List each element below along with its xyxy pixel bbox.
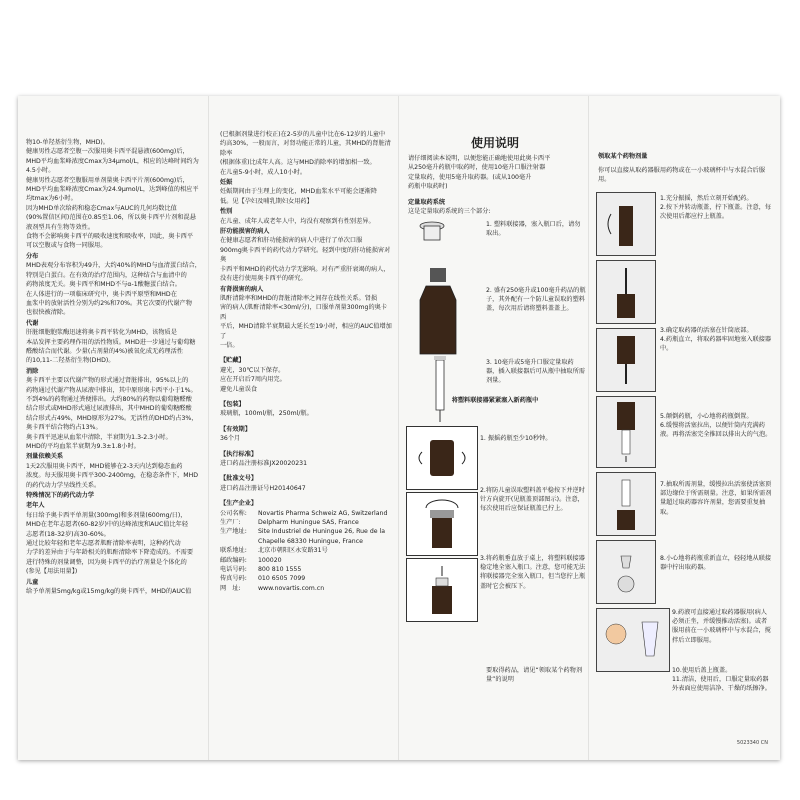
text-line: 健康男性志愿者空腹服用单剂量奥卡西平片剂(600mg)后， [26,176,189,184]
heading-storage: 【贮藏】 [220,357,245,365]
elimination-text [26,376,204,451]
manufacturer-key: 传真号码: [220,575,247,583]
text-line: 定量取药，使用5毫升取药器。(或从100毫升 [408,173,532,181]
manufacturer-value: Novartis Pharma Schweiz AG, Switzerland [258,509,388,517]
manufacturer-row [220,518,392,527]
absorption-text [26,138,204,251]
dose-relation-text [26,462,204,490]
step-image-invert [596,328,656,392]
text-line: 约高30%，一般而言，对肾功能正常的儿童，其MHD的肾脏清除率 [220,140,391,157]
manufacturer-key: 公司名称: [220,509,247,517]
text-line: MHD表观分布容积为49升，大约40%的MHD与血清蛋白结合， [26,262,201,270]
text-line: 健康男性志愿者空腹一次服用奥卡西平混悬液(600mg)后， [26,148,189,156]
text-line: 36个月 [220,435,241,443]
push-adapter-image [406,558,478,622]
shake-image [406,426,478,490]
text-line: 志愿者(18-32岁)高30-60%。 [26,530,110,538]
text-line: 奥卡西平迅速从血浆中清除，半衰期为1.3-2.3小时。 [26,433,172,441]
heading-elderly: 老年人 [26,502,45,510]
step-image-shake [596,192,656,256]
syringe-image [428,354,452,424]
manufacturer-key: 联系地址: [220,547,247,555]
elderly-text [26,511,204,577]
text-line: MHD平均血浆峰浓度Cmax为24.9μmol/L，达到峰值的相应平 [26,186,199,194]
heading-metabolism: 代谢 [26,319,39,327]
step-image-take [596,540,656,604]
heading-special: 特殊情况下的药代动力学 [26,492,95,500]
manufacturer-row [220,509,392,518]
leaflet-sheet [18,96,780,760]
text-line: (已根据剂量进行校正)在2-5岁的儿童中比在6-12岁的儿童中 [220,131,386,138]
manufacturer-value: 北京市朝阳区永安路31号 [258,547,328,555]
dose-step-4: 7.抽取所需剂量，缓慢拉出活塞使活塞顶部边缘位于所需刻量。注意，如果所需剂量超过取药器容许剂量，您需要重复抽取。 [660,481,772,516]
text-line: 平后，MHD清除半衰期最大延长至19小时，相应的AUC值增加了 [220,323,392,340]
text-line: (90%置信区间)范围在0.85至1.06，所以奥卡西平片剂和混悬 [26,214,196,222]
validity-text [220,434,392,443]
text-line: 肝脏细胞胞浆酶迅速将奥卡西平转化为MHD，该物质是 [26,329,177,337]
text-line: 在健康志愿者和肝功能损害的病人中进行了单次口服 [220,237,363,245]
dose-step-7: 10.使用后盖上瓶盖。 11.清洁，使用后，口服定量取药器外表面应使用洁净、干燥的纸擦净。 [672,667,771,693]
text-line: 害的病人(肌酐清除率<30ml/分)，口服单剂量300mg的奥卡西 [220,304,388,321]
heading-standard: 【执行标准】 [220,450,258,458]
text-line: 结合形式或MHD形式通过尿液排出，其中MHD的葡萄糖醛酸 [26,405,192,413]
step-image-remove [596,472,656,536]
dose-intro: 你可以直接从取药器服用药物或在一小玻璃杯中与水混合后服用。 [598,167,766,184]
text-line: 在儿童5-9小时，成人10小时。 [220,168,307,176]
text-line: 1天2次服用奥卡西平，MHD能够在2-3天内达到稳态血药 [26,462,183,470]
text-line: 物10-单羟基衍生物，MHD)。 [26,139,109,146]
text-line: (根据体重)比成年人高。这与MHD消除率的增加相一致。 [220,159,376,167]
text-line: 本品发挥主要药理作用的活性物质。MHD进一步通过与葡萄糖 [26,338,196,346]
children-cont-text [220,130,392,177]
liver-text [220,236,392,283]
dose-heading: 领取某个药物剂量 [598,153,648,160]
heading-package: 【包装】 [220,400,245,408]
heading-children: 儿童 [26,578,39,586]
approval-text [220,484,392,493]
manufacturer-row [220,565,392,574]
text-line: MHD平均血浆峰浓度Cmax为34μmol/L，相应的达峰时间约为4.5小时。 [26,157,199,175]
dosing-system-sub: 这是定量取药系统的三个部分: [408,208,491,216]
heading-validity: 【有效期】 [220,425,251,433]
step-image-insert [596,260,656,324]
dose-step-3: 5.颠倒药瓶，小心地将药瓶倒置。 6.缓慢将活塞拉出，以便针筒内充满药液。再将活塞完全推回以排出大的气泡。 [660,413,772,439]
text-line: 力学的差异由于与年龄相关的肌酐清除率下降造成的。不需要 [26,549,194,557]
manufacturer-rows [220,509,392,594]
kidney-text [220,294,392,350]
sex-text [220,217,392,226]
fold-line [588,96,589,760]
text-line: 请仔细阅读本说明，以便您能正确地使用此奥卡西平 [408,155,551,162]
text-line: 因为MHD单次给药和稳态Cmax与AUC的几何均数比值 [26,204,177,212]
manufacturer-row [220,584,392,593]
instructions-footer [486,666,586,684]
text-line: 食物不会影响奥卡西平的吸收速度和吸收率，因此，奥卡西平 [26,233,194,241]
text-line: 奥卡西平主要以代谢产物的形式通过肾脏排出，95%以上的 [26,377,189,385]
text-line: 浓度。每天服用奥卡西平300-2400mg，在稳态条件下，MHD [26,472,199,480]
step-image-draw [596,396,656,468]
text-line: 结合形式占49%，MHD原形为27%。无活性的DHD约占3%， [26,414,198,422]
bottle-image [416,268,460,358]
metabolism-text [26,328,204,366]
heading-approval: 【批准文号】 [220,475,258,483]
heading-dose-relation: 剂量依赖关系 [26,453,64,461]
text-line: 的药代动力学呈线性关系。 [26,481,101,489]
text-line: (参见【用法用量】) [26,568,78,576]
instructions-intro [408,154,582,192]
text-line: 避免儿童误食 [220,385,258,393]
step-image-glass [596,608,670,672]
manufacturer-row [220,556,392,565]
manufacturer-key: 网 址: [220,584,241,592]
text-line: MHD在老年志愿者(60-82岁)中的达峰浓度和AUC值比年轻 [26,521,189,529]
system-item-2: 2. 盛有250毫升或100毫升药品的瓶子，其外配有一个防儿童误取的塑料盖，每次用后请将塑料盖盖上。 [486,287,586,313]
text-line: 可以空腹或与食物一同服用。 [26,242,107,250]
insert-step-2: 2.将防儿童误取塑料盖平稳按下并逆时针方向旋开(见瓶盖顶部图示)。注意，每次使用后应保证瓶盖已拧上。 [480,487,585,513]
pharmacokinetics-column [18,96,208,760]
text-line: 通过比较年轻和老年志愿者肌酐清除率表明，这种药代动 [26,540,181,548]
manufacturer-value: 100020 [258,556,282,564]
text-line: 也很快被清除。 [26,309,70,317]
text-line: 液剂型具有生物等效性。 [26,223,95,231]
cap-image [406,492,478,556]
heading-kidney: 有肾损害的病人 [220,285,264,293]
manufacturer-value: Site Industriel de Huningue 26, Rue de la Chapelle 68330 Huningue, France [258,528,386,545]
text-line: MHD的平均血浆半衰期为9.3±1.8小时。 [26,443,140,450]
dose-step-5: 8.小心地将药瓶重新直立，轻轻地从联接器中拧出取药器。 [660,555,772,572]
manufacturer-row [220,527,392,546]
manufacturer-key: 电话号码: [220,566,247,574]
text-line: 奥卡西平结合物约占13%。 [26,424,102,432]
leaflet-code: 5023340 CN [736,740,768,746]
text-line: 药物浓度无关。奥卡西平和MHD不与α-1酸糖蛋白结合。 [26,281,181,289]
text-line: 避光，30℃以下保存。 [220,366,285,374]
text-line: 要取得药品，请见“领取某个药物剂量”的说明 [486,667,583,684]
heading-manufacturer: 【生产企业】 [220,500,258,508]
text-line: 不到4%的药物通过粪便排出。大约80%的药物以葡萄糖醛酸 [26,395,192,403]
text-line: 给予单剂量5mg/kg或15mg/kg的奥卡西平，MHD的AUC值 [26,588,192,596]
text-line: 在儿童、成年人或老年人中，均没有观察到有性别差异。 [220,217,375,225]
package-text [220,409,392,418]
text-line: 血浆中的放射活性分别为约2%和70%。其它次要的代谢产物 [26,299,192,307]
insert-step-1: 1. 振摇药瓶至少10秒钟。 [480,435,552,442]
product-info-column [208,96,398,760]
text-line: 妊娠期间由于生理上的变化，MHD血浆水平可能会逐渐降 [220,188,378,196]
text-line: 900mg奥卡西平的药代动力学研究。轻到中度的肝功能损害对奥 [220,246,391,264]
standard-text [220,459,392,468]
manufacturer-value: 800 810 1555 [258,566,302,574]
manufacturer-value: www.novartis.com.cn [258,584,325,592]
children-text [26,587,204,596]
text-line: 药瓶中取药时) [408,183,448,191]
text-line: 每日给予奥卡西平单剂量(300mg)和多剂量(600mg/日)， [26,511,187,519]
text-line: 进行特殊的剂量调整，因为奥卡西平的治疗剂量是个体化的 [26,558,187,566]
dose-step-1: 1.充分振摇，然后立刻开始配药。 2.按下并转动瓶盖，拧下瓶盖。注意，每次使用后都应拧上瓶盖。 [660,195,772,221]
text-line: 均tmax为6小时。 [26,195,77,203]
system-item-1: 1. 塑料联接器，塞入瓶口后，请勿取出。 [486,221,581,238]
manufacturer-key: 生产厂: [220,519,241,527]
text-line: 卡西平和MHD的药代动力学无影响。对有严重肝衰竭的病人， [220,265,390,273]
text-line: 一倍。 [220,341,239,349]
heading-sex: 性别 [220,208,233,216]
dose-step-6: 9.药液可直接通过取药器服用(病人必须正坐，并缓慢推动活塞)。或者服用前在一小玻璃杯中与水混合，搅拌后立即服用。 [672,609,771,644]
manufacturer-value: Delpharm Huningue SAS, France [258,519,359,527]
text-line: 应在开启后7周内用完。 [220,376,286,384]
system-item-3: 3. 10毫升或5毫升口服定量取药器，插入联接器后可从瓶中抽取所需剂量。 [486,359,585,385]
instructions-title: 使用说明 [470,136,519,150]
text-line: 没有进行使用奥卡西平的研究。 [220,275,307,283]
heading-dosing-system: 定量取药系统 [408,198,446,206]
text-line: 低。见【孕妇及哺乳期妇女用药】 [220,197,313,205]
heading-liver: 肝功能损害的病人 [220,228,270,236]
text-line: 的10,11-二羟基衍生物(DHD)。 [26,357,115,365]
heading-insert-adapter: 将塑料联接器紧紧塞入新药瓶中 [451,397,539,404]
distribution-text [26,261,204,317]
text-line: 特别是白蛋白。在有效的治疗范围内，这种结合与血清中的 [26,271,187,279]
text-line: 进口药品注册证号H20140647 [220,484,306,492]
manufacturer-key: 邮政编码: [220,556,247,564]
manufacturer-row [220,574,392,583]
text-line: 进口药品注册标准JX20020231 [220,460,308,467]
text-line: 肌酐清除率和MHD的肾脏清除率之间存在线性关系。肾损 [220,294,378,302]
text-line: 玻璃瓶，100ml/瓶，250ml/瓶。 [220,410,313,418]
pregnancy-text [220,187,392,206]
heading-elimination: 消除 [26,367,39,375]
dose-step-2: 3.确定取药器的活塞在针筒底部。 4.药瓶直立，将取药器牢固地塞入联接器中。 [660,327,772,353]
text-line: 药物通过代谢产物从尿液中排出，其中原形奥卡西平小于1%。 [26,386,197,394]
heading-distribution: 分布 [26,252,39,260]
manufacturer-value: 010 6505 7099 [258,575,306,583]
insert-step-3: 3.将药瓶垂直放于桌上，将塑料联接器稳定地全塞入瓶口。注意，您可能无法将联接器完全塞入瓶口，但当您拧上瓶盖时它会被压下。 [480,555,586,590]
text-line: 在人体进行的一项临床研究中，奥卡西平原型和MHD在 [26,290,177,298]
heading-pregnancy: 妊娠 [220,179,233,187]
manufacturer-row [220,546,392,555]
storage-text [220,366,392,394]
text-line: 醛酸结合而代谢。少量(占剂量的4%)被氧化成无药理活性 [26,347,183,355]
manufacturer-key: 生产地址: [220,528,247,536]
adapter-image [410,216,454,256]
text-line: 从250毫升药瓶中取药时，使用10毫升口服注射器 [408,164,546,172]
